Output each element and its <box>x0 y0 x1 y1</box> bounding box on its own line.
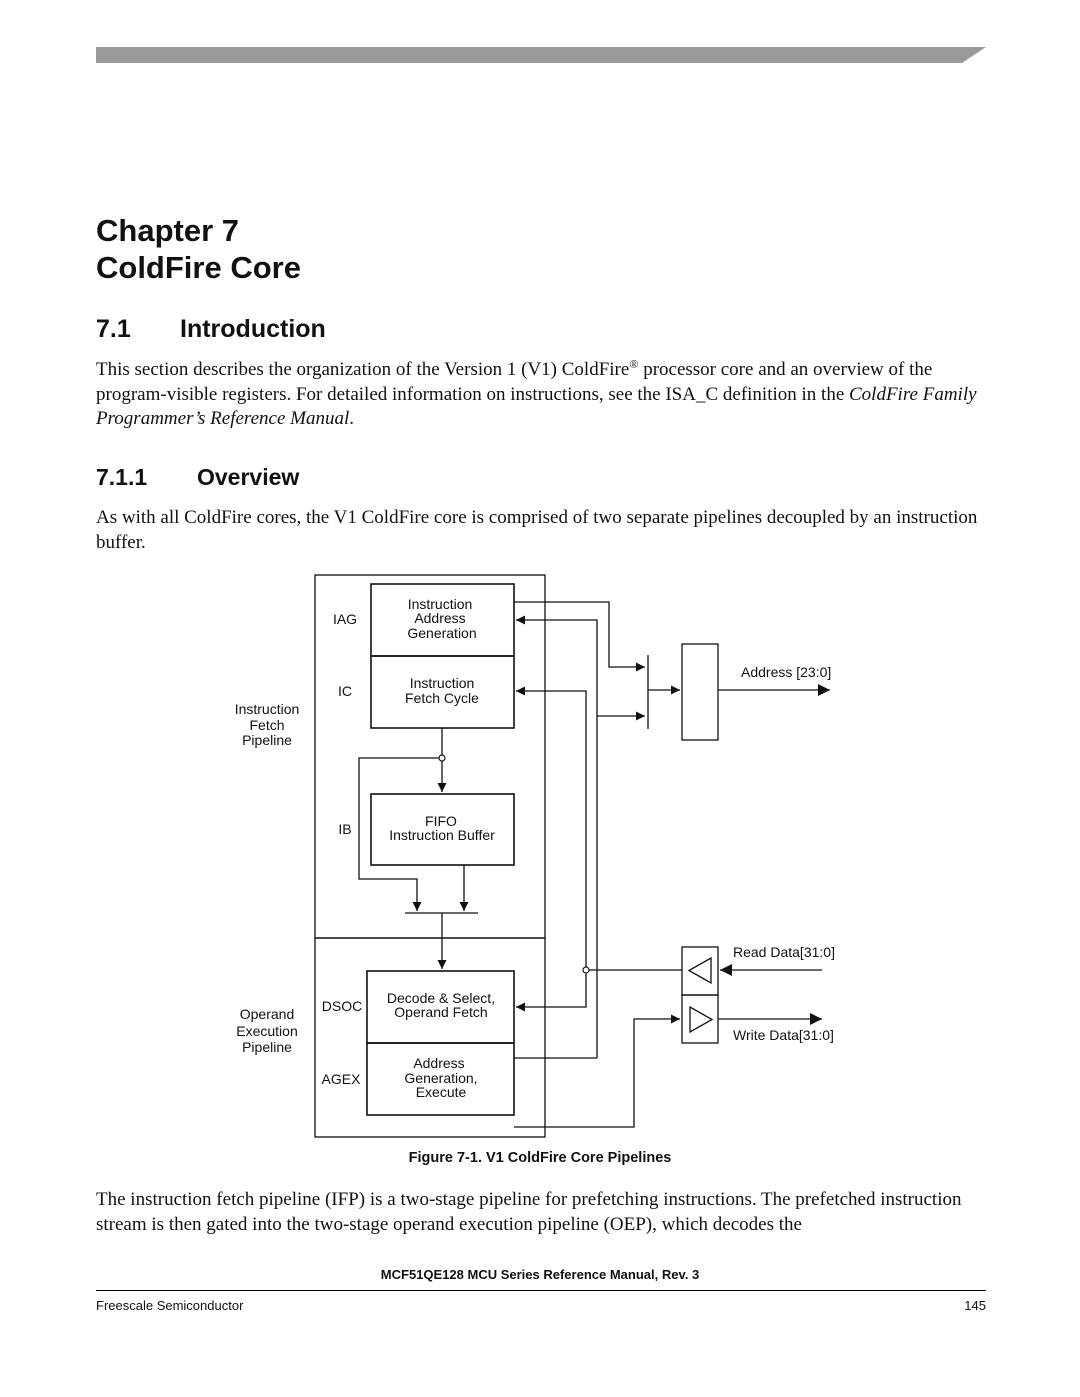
page-number: 145 <box>964 1298 986 1313</box>
overview-paragraph: As with all ColdFire cores, the V1 ColdFire core is comprised of two separate pipelines decoupled by an instruction buffer. <box>96 507 978 553</box>
closing-paragraph: The instruction fetch pipeline (IFP) is a two-stage pipeline for prefetching instructions. The prefetched instruction stream is then gated into the two-stage operand execution pipeline (OEP), which decodes the <box>96 1189 962 1235</box>
ic-text-2: Fetch Cycle <box>405 690 479 706</box>
iag-text-3: Generation <box>407 625 477 641</box>
dsoc-text-1: Decode & Select, <box>386 990 496 1006</box>
address-register <box>682 644 718 740</box>
subsection-heading <box>96 462 299 492</box>
section-title: Introduction <box>180 315 326 343</box>
agex-to-iag-arrow <box>516 620 597 1058</box>
manual-title-reference: ColdFire Family Programmer’s Reference Manual <box>96 383 977 429</box>
ib-text-2: Instruction Buffer <box>389 827 495 843</box>
ib-text-1: FIFO <box>425 813 457 829</box>
chapter-title: ColdFire Core <box>96 250 301 285</box>
chapter-heading <box>96 212 301 286</box>
footer-company: Freescale Semiconductor <box>96 1298 244 1313</box>
ifp-label-3: Pipeline <box>242 732 292 748</box>
chapter-number: Chapter 7 <box>96 213 239 248</box>
intro-paragraph <box>96 358 986 432</box>
write-data-label: Write Data[31:0] <box>733 1027 834 1043</box>
agex-tag: AGEX <box>321 1071 361 1087</box>
ib-tag: IB <box>338 821 352 837</box>
oep-label-3: Pipeline <box>242 1039 292 1055</box>
iag-text-2: Address <box>414 610 466 626</box>
iag-text-1: Instruction <box>407 596 473 612</box>
read-to-ic-arrow <box>516 691 586 970</box>
dsoc-tag: DSOC <box>321 998 363 1014</box>
registered-mark: ® <box>629 357 639 371</box>
agex-text-3: Execute <box>415 1084 467 1100</box>
subsection-number: 7.1.1 <box>96 464 148 490</box>
intro-text-a: This section describes the organization of the Version 1 (V1) ColdFire <box>96 359 630 380</box>
ic-tag: IC <box>338 683 352 699</box>
iag-tag: IAG <box>332 611 358 627</box>
figure-caption: Figure 7-1. V1 ColdFire Core Pipelines <box>408 1150 672 1166</box>
read-to-dsoc-arrow <box>516 970 682 1007</box>
oep-label-2: Execution <box>236 1023 298 1039</box>
subsection-title: Overview <box>197 464 300 490</box>
pipeline-diagram <box>0 560 1080 1150</box>
read-buffer-triangle <box>689 958 711 983</box>
section-heading <box>96 313 326 345</box>
ifp-label-1: Instruction <box>234 701 300 717</box>
junction-dot <box>439 755 445 761</box>
junction-dot <box>583 967 589 973</box>
read-data-label: Read Data[31:0] <box>733 944 835 960</box>
section-number: 7.1 <box>96 315 131 343</box>
address-signal-label: Address [23:0] <box>741 664 832 680</box>
write-buffer-triangle <box>690 1007 712 1032</box>
agex-text-1: Address <box>413 1055 465 1071</box>
dsoc-text-2: Operand Fetch <box>394 1004 488 1020</box>
oep-outline <box>315 938 545 1137</box>
footer-rule <box>96 1290 986 1291</box>
iag-to-address-arrow <box>514 602 645 667</box>
read-buffer <box>682 947 718 995</box>
agex-text-2: Generation, <box>404 1070 478 1086</box>
intro-text-c: . <box>349 408 355 429</box>
header-bar <box>96 47 986 63</box>
intro-text-b: processor core and an overview of the program-visible registers. For detailed information on instructions, see the ISA_C definition in the <box>96 359 933 405</box>
ic-text-1: Instruction <box>409 675 475 691</box>
write-buffer <box>682 995 718 1043</box>
footer-manual-title: MCF51QE128 MCU Series Reference Manual, Rev. 3 <box>380 1267 700 1282</box>
ifp-label-2: Fetch <box>249 717 285 733</box>
oep-label-1: Operand <box>239 1006 295 1022</box>
